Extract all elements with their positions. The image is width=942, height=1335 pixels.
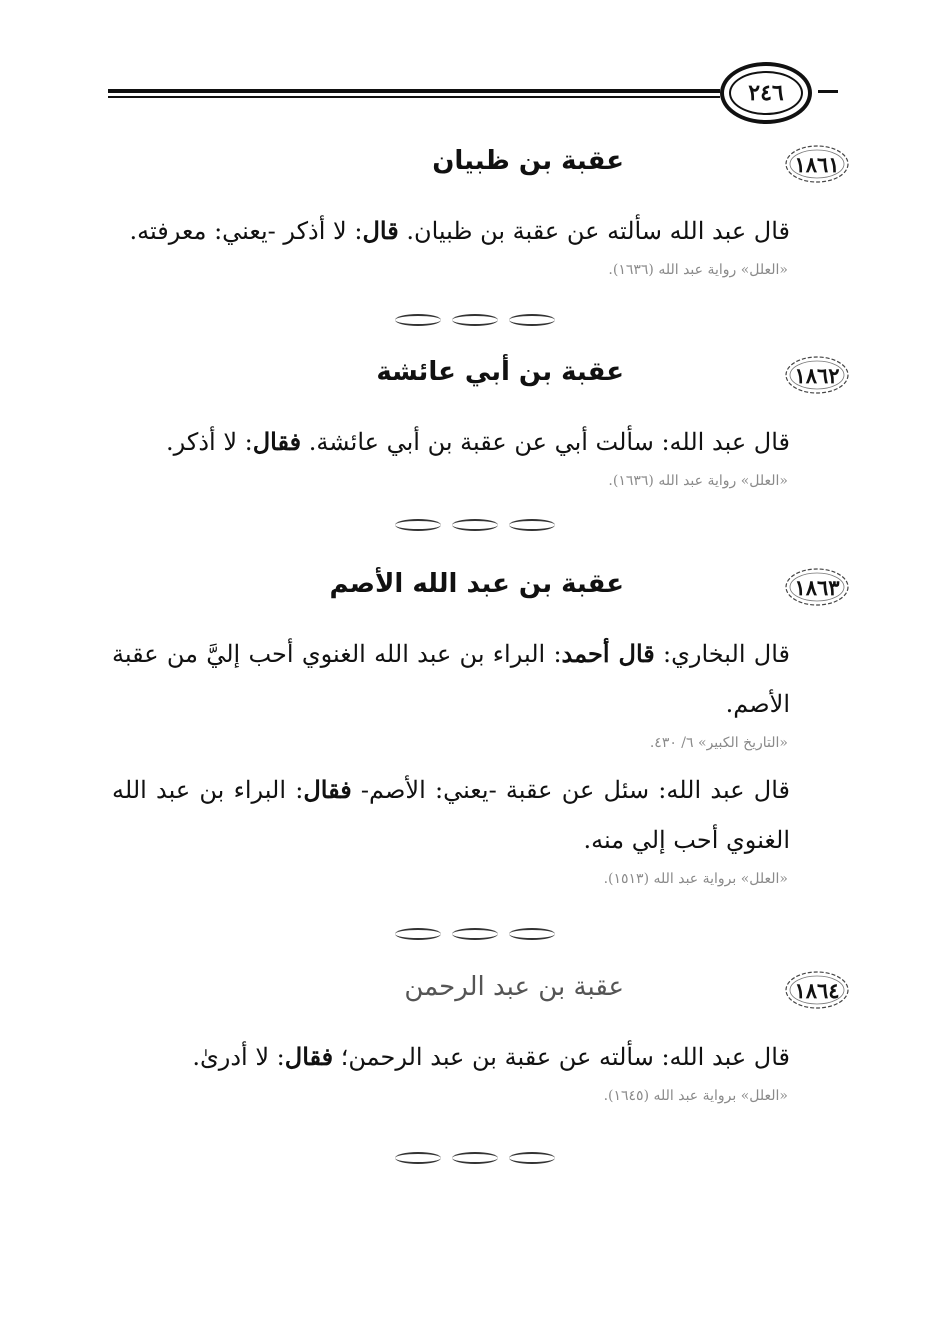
page-number: ٢٤٦	[748, 80, 784, 106]
paragraph-text: قال عبد الله: سئل عن عقبة -يعني: الأصم-	[351, 776, 791, 804]
ornamental-divider	[395, 1150, 555, 1166]
entry-1861	[100, 142, 850, 278]
entry-paragraph	[112, 417, 790, 467]
paragraph-text: : البراء بن عبد الله الغنوي أحب إليَّ من عقبة الأصم.	[112, 640, 790, 718]
paragraph-text: : لا أدرىٰ.	[192, 1043, 285, 1071]
page-number-badge	[720, 62, 812, 124]
source-citation: «العلل» رواية عبد الله (١٦٣٦).	[608, 262, 788, 278]
paragraph-text: : لا أذكر -يعني: معرفته.	[129, 217, 363, 245]
entry-number: ١٨٦٢	[794, 362, 840, 388]
paragraph-text: قال عبد الله سألته عن عقبة بن ظبيان.	[398, 217, 790, 245]
paragraph-bold: فقال	[252, 427, 302, 456]
entry-paragraph	[112, 629, 790, 729]
ornamental-divider	[395, 312, 555, 328]
entry-title: عقبة بن عبد الله الأصم	[329, 569, 624, 599]
entry-number: ١٨٦٤	[794, 977, 840, 1003]
paragraph-text: : لا أذكر.	[166, 428, 253, 456]
paragraph-bold: فقال	[303, 775, 352, 804]
entry-paragraph	[112, 1032, 790, 1082]
paragraph-text: قال عبد الله: سألته عن عقبة بن عبد الرحمن؛	[333, 1043, 790, 1071]
entry-heading	[100, 353, 850, 397]
paragraph-text: : البراء بن عبد الله الغنوي أحب إلي منه.	[112, 776, 790, 854]
source-citation: «العلل» رواية عبد الله (١٦٣٦).	[608, 473, 788, 489]
entry-number-badge	[784, 355, 850, 395]
entry-number: ١٨٦٣	[794, 574, 840, 600]
ornamental-divider	[395, 517, 555, 533]
header-rule-right	[818, 90, 838, 93]
entry-heading	[100, 142, 850, 186]
source-citation: «التاريخ الكبير» ٦/ ٤٣٠.	[649, 735, 788, 751]
entry-number-badge	[784, 144, 850, 184]
paragraph-bold: قال	[362, 216, 399, 245]
entry-1862	[100, 353, 850, 489]
entry-number: ١٨٦١	[794, 151, 840, 177]
entry-title: عقبة بن أبي عائشة	[376, 357, 624, 387]
header-rule-thick	[108, 89, 720, 93]
entry-paragraph	[112, 765, 790, 865]
entry-1864	[100, 968, 850, 1104]
source-citation: «العلل» برواية عبد الله (١٦٤٥).	[603, 1088, 788, 1104]
page-header	[108, 62, 838, 132]
entry-heading	[100, 968, 850, 1012]
entry-title: عقبة بن عبد الرحمن	[404, 972, 624, 1002]
paragraph-text: قال عبد الله: سألت أبي عن عقبة بن أبي عائشة.	[301, 428, 790, 456]
entry-heading	[100, 565, 850, 609]
entry-paragraph	[112, 206, 790, 256]
entry-number-badge	[784, 567, 850, 607]
paragraph-text: قال البخاري:	[654, 640, 790, 668]
header-rule-thin	[108, 96, 720, 98]
entry-title: عقبة بن ظبيان	[432, 146, 624, 176]
entry-1863	[100, 565, 850, 887]
entry-number-badge	[784, 970, 850, 1010]
source-citation: «العلل» برواية عبد الله (١٥١٣).	[603, 871, 788, 887]
ornamental-divider	[395, 926, 555, 942]
paragraph-bold: قال أحمد	[561, 639, 655, 668]
paragraph-bold: فقال	[284, 1042, 334, 1071]
